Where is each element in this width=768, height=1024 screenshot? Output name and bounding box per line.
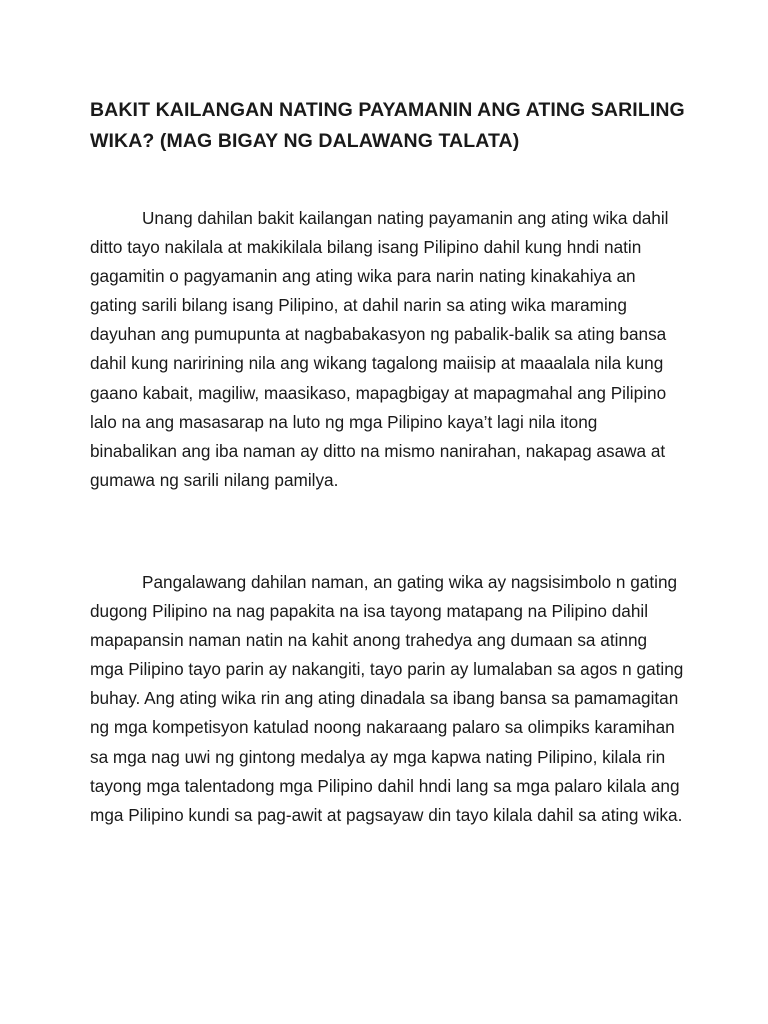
- document-title: BAKIT KAILANGAN NATING PAYAMANIN ANG ATING SARILING WIKA? (MAG BIGAY NG DALAWANG TALATA): [90, 99, 685, 152]
- paragraph-second: Pangalawang dahilan naman, an gating wika ay nagsisimbolo n gating dugong Pilipino na nag papakita na isa tayong matapang na Pilipino dahil mapapansin naman natin na kahit anong trahedya ang dumaan sa atinng mga Pilipino tayo parin ay nakangiti, tayo parin ay lumalaban sa agos n gating buhay. Ang ating wika rin ang ating dinadala sa ibang bansa sa pamamagitan ng mga kompetisyon katulad noong nakaraang palaro sa olimpiks karamihan sa mga nag uwi ng gintong medalya ay mga kapwa nating Pilipino, kilala rin tayong mga talentadong mga Pilipino dahil hndi lang sa mga palaro kilala ang mga Pilipino kundi sa pag-awit at pagsayaw din tayo kilala dahil sa ating wika.: [90, 572, 684, 825]
- paragraph-first: Unang dahilan bakit kailangan nating payamanin ang ating wika dahil ditto tayo nakilala at makikilala bilang isang Pilipino dahil kung hndi natin gagamitin o pagyamanin ang ating wika para narin nating kinakahiya an gating sarili bilang isang Pilipino, at dahil narin sa ating wika maraming dayuhan ang pumupunta at nagbabakasyon ng pabalik-balik sa ating bansa dahil kung naririning nila ang wikang tagalong maiisip at maaalala nila kung gaano kabait, magiliw, maasikaso, mapagbigay at mapagmahal ang Pilipino lalo na ang masasarap na luto ng mga Pilipino kaya’t lagi nila itong binabalikan ang iba naman ay ditto na mismo nanirahan, nakapag asawa at gumawa ng sarili nilang pamilya.: [90, 208, 669, 490]
